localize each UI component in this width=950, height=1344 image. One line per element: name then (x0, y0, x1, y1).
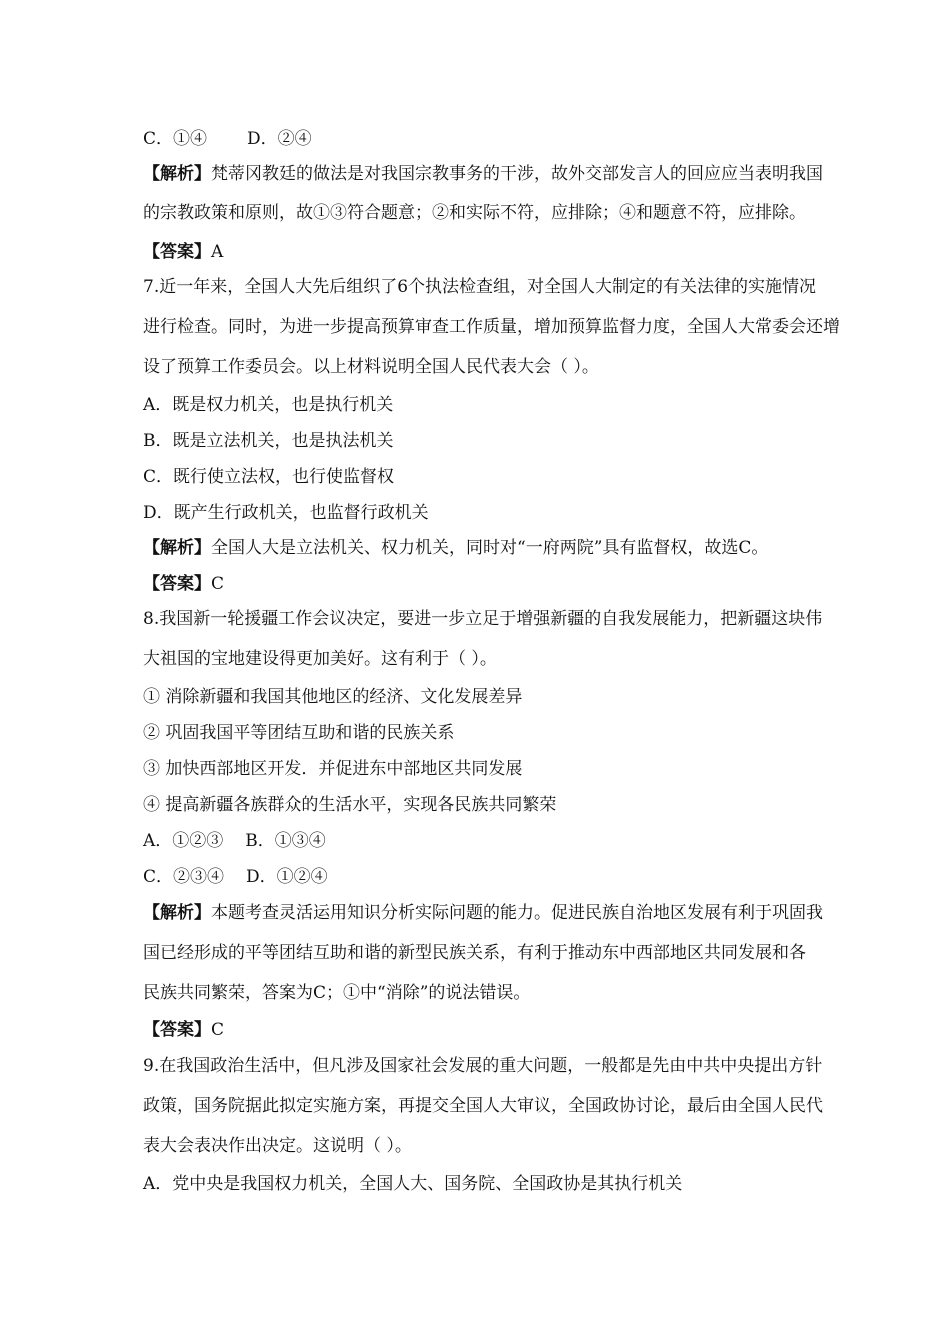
analysis-tag: 【解析】 (143, 538, 211, 558)
q6-answer (143, 241, 223, 263)
q9-stem-line-3: 表大会表决作出决定。这说明（ ）。 (143, 1136, 412, 1156)
q8-option-d: D．①②④ (246, 867, 328, 887)
q7-option-a: A．既是权力机关，也是执行机关 (143, 395, 394, 415)
q8-options-ab (143, 830, 326, 852)
q8-option-b: B．①③④ (245, 831, 326, 851)
q8-analysis-line-3: 民族共同繁荣，答案为C；①中“消除”的说法错误。 (143, 983, 531, 1003)
answer-tag: 【答案】 (143, 1020, 211, 1040)
q8-item-1: ① 消除新疆和我国其他地区的经济、文化发展差异 (143, 687, 523, 707)
q8-stem-line-1: 8.我国新一轮援疆工作会议决定，要进一步立足于增强新疆的自我发展能力，把新疆这块伟 (143, 609, 823, 629)
q8-item-3: ③ 加快西部地区开发．并促进东中部地区共同发展 (143, 759, 523, 779)
q8-item-2: ② 巩固我国平等团结互助和谐的民族关系 (143, 723, 455, 743)
q6-option-c: C．①④ (143, 129, 208, 149)
q6-option-d: D．②④ (247, 129, 312, 149)
q9-stem-line-2: 政策，国务院据此拟定实施方案，再提交全国人大审议，全国政协讨论，最后由全国人民代 (143, 1096, 823, 1116)
q7-stem-line-3: 设了预算工作委员会。以上材料说明全国人民代表大会（ ）。 (143, 357, 599, 377)
answer-tag: 【答案】 (143, 242, 211, 262)
analysis-tag: 【解析】 (143, 164, 211, 184)
q7-answer (143, 573, 224, 595)
q8-analysis-line-2: 国已经形成的平等团结互助和谐的新型民族关系，有利于推动东中西部地区共同发展和各 (143, 943, 806, 963)
q7-option-c: C．既行使立法权，也行使监督权 (143, 467, 395, 487)
q9-stem-line-1: 9.在我国政治生活中，但凡涉及国家社会发展的重大问题，一般都是先由中共中央提出方针 (143, 1056, 823, 1076)
q6-options-cd (143, 128, 312, 150)
answer-value: C (211, 1020, 225, 1040)
answer-tag: 【答案】 (143, 574, 211, 594)
analysis-text: 本题考查灵活运用知识分析实际问题的能力。促进民族自治地区发展有利于巩固我 (211, 903, 823, 923)
analysis-text: 梵蒂冈教廷的做法是对我国宗教事务的干涉，故外交部发言人的回应应当表明我国 (211, 164, 823, 184)
q6-analysis-line-2: 的宗教政策和原则，故①③符合题意；②和实际不符，应排除；④和题意不符，应排除。 (143, 203, 806, 223)
q8-stem-line-2: 大祖国的宝地建设得更加美好。这有利于（ ）。 (143, 649, 497, 669)
answer-value: A (211, 242, 224, 262)
q7-stem-line-2: 进行检查。同时，为进一步提高预算审查工作质量，增加预算监督力度，全国人大常委会还增 (143, 317, 840, 337)
analysis-tag: 【解析】 (143, 903, 211, 923)
q8-option-a: A．①②③ (143, 831, 224, 851)
q6-analysis-line-1 (143, 163, 823, 185)
q8-analysis-line-1 (143, 902, 823, 924)
q9-option-a: A．党中央是我国权力机关，全国人大、国务院、全国政协是其执行机关 (143, 1174, 683, 1194)
q8-item-4: ④ 提高新疆各族群众的生活水平，实现各民族共同繁荣 (143, 795, 557, 815)
answer-value: C (211, 574, 225, 594)
q7-analysis (143, 537, 768, 559)
q7-option-b: B．既是立法机关，也是执法机关 (143, 431, 394, 451)
q8-options-cd (143, 866, 328, 888)
q7-option-d: D．既产生行政机关，也监督行政机关 (143, 503, 429, 523)
q8-option-c: C．②③④ (143, 867, 225, 887)
q7-stem-line-1: 7.近一年来，全国人大先后组织了6个执法检查组，对全国人大制定的有关法律的实施情况 (143, 277, 817, 297)
analysis-text: 全国人大是立法机关、权力机关，同时对“一府两院”具有监督权，故选C。 (211, 538, 769, 558)
q8-answer (143, 1019, 224, 1041)
